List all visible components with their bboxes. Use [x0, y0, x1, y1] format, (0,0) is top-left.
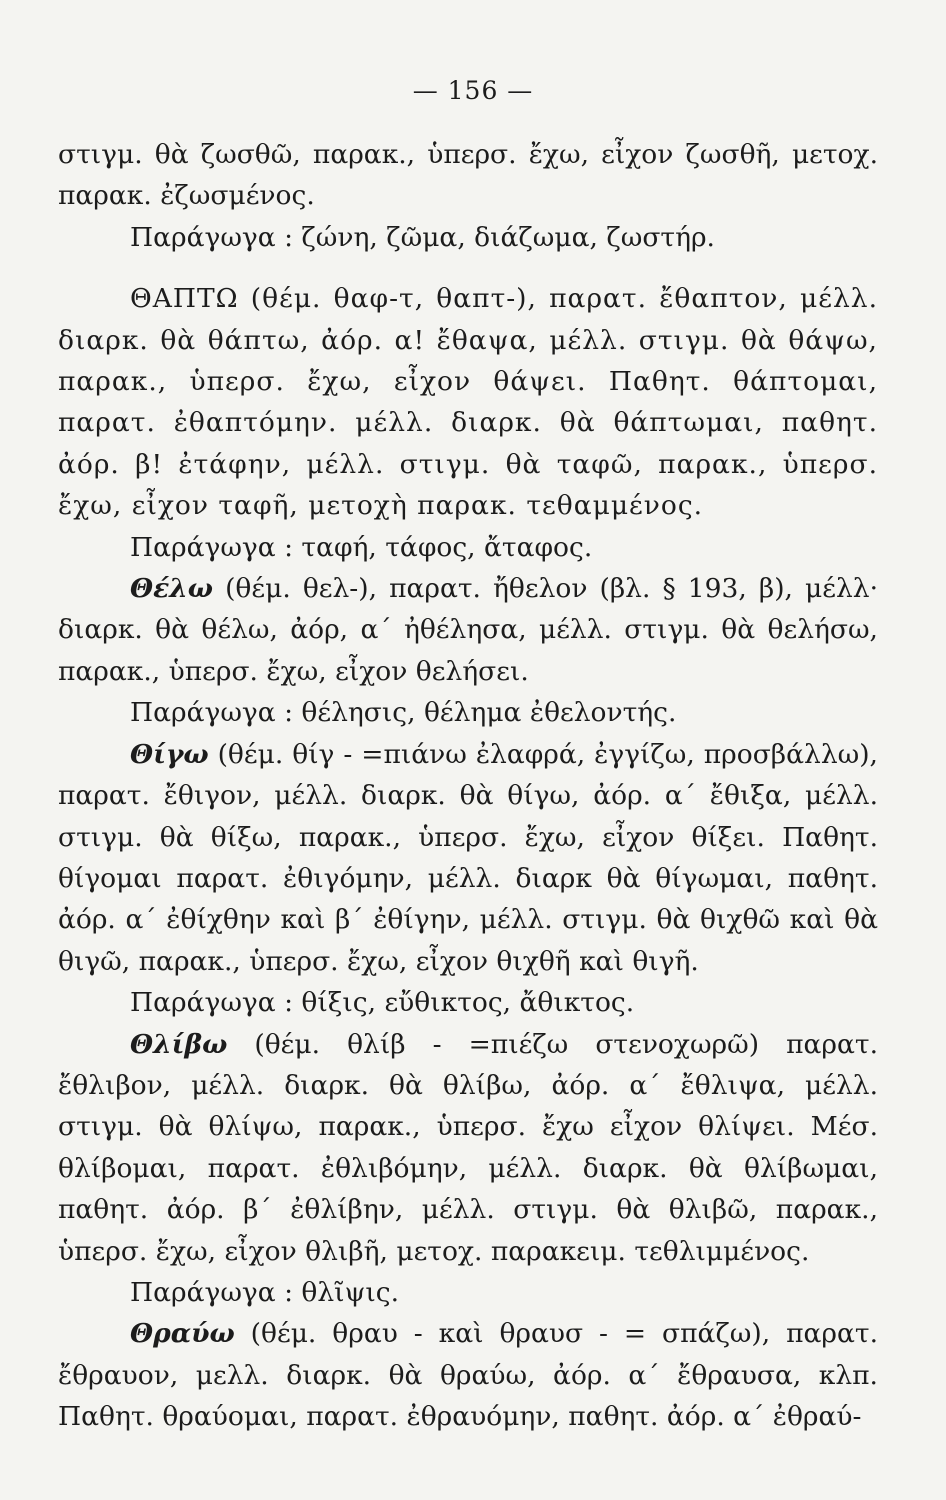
paragraph-derivatives — [58, 692, 878, 733]
lemma-headword: Θραύω — [130, 1318, 235, 1350]
paragraph-text: (θέμ. θίγ - =πιάνω ἐλαφρά, ἐγγίζω, προσβάλλω), παρατ. ἔθιγον, μέλλ. διαρκ. θὰ θίγω, ἀόρ. α΄ ἔθιξα, μέλλ. στιγμ. θὰ θίξω, παρακ., ὑπερσ. ἔχω, εἶχον θίξει. Παθητ. θίγομαι παρατ. ἐθιγόμην, μέλλ. διαρκ θὰ θίγωμαι, παθητ. ἀόρ. α΄ ἐθίχθην καὶ β΄ ἐθίγην, μέλλ. στιγμ. θὰ θιχθῶ καὶ θὰ θιγῶ, παρακ., ὑπερσ. ἔχω, εἶχον θιχθῆ καὶ θιγῆ. — [58, 738, 878, 977]
paragraph-text: Παράγωγα : θίξις, εὔθικτος, ἄθικτος. — [130, 987, 635, 1019]
paragraph-text: στιγμ. θὰ ζωσθῶ, παρακ., ὑπερσ. ἔχω, εἶχον ζωσθῆ, μετοχ. παρακ. ἐζωσμένος. — [58, 139, 878, 212]
paragraph-text: (θέμ. θραυ - καὶ θραυσ - = σπάζω), παρατ. ἔθραυον, μελλ. διαρκ. θὰ θραύω, ἀόρ. α΄ ἔθραυσα, κλπ. Παθητ. θραύομαι, παρατ. ἐθραυόμην, παθητ. ἀόρ. α΄ ἐθραύ- — [58, 1318, 878, 1433]
paragraph-text: Παράγωγα : θέλησις, θέλημα ἐθελοντής. — [130, 697, 677, 729]
paragraph-entry-thravo — [58, 1313, 878, 1437]
paragraph-text: ΘΑΠΤΩ (θέμ. θαφ-τ, θαπτ-), παρατ. ἔθαπτον, μέλλ. διαρκ. θὰ θάπτω, ἀόρ. α! ἔθαψα, μέλλ. στιγμ. θὰ θάψω, παρακ., ὑπερσ. ἔχω, εἶχον θάψει. Παθητ. θάπτομαι, παρατ. ἐθαπτόμην. μέλλ. διαρκ. θὰ θάπτωμαι, παθητ. ἀόρ. β! ἐτάφην, μέλλ. στιγμ. θὰ ταφῶ, παρακ., ὑπερσ. ἔχω, εἶχον ταφῆ, μετοχὴ παρακ. τεθαμμένος. — [58, 283, 878, 522]
paragraph-text: (θέμ. θλίβ - =πιέζω στενοχωρῶ) παρατ. ἔθλιβον, μέλλ. διαρκ. θὰ θλίβω, ἀόρ. α΄ ἔθλιψα, μέλλ. στιγμ. θὰ θλίψω, παρακ., ὑπερσ. ἔχω εἶχον θλίψει. Μέσ. θλίβομαι, παρατ. ἐθλιβόμην, μέλλ. διαρκ. θὰ θλίβωμαι, παθητ. ἀόρ. β΄ ἐθλίβην, μέλλ. στιγμ. θὰ θλιβῶ, παρακ., ὑπερσ. ἔχω, εἶχον θλιβῆ, μετοχ. παρακειμ. τεθλιμμένος. — [58, 1028, 878, 1267]
paragraph-text: Παράγωγα : ζώνη, ζῶμα, διάζωμα, ζωστήρ. — [130, 221, 715, 253]
lemma-headword: Θέλω — [130, 573, 214, 605]
page-number: — 156 — — [412, 76, 534, 105]
paragraph-derivatives — [58, 982, 878, 1023]
paragraph-entry-thlivo — [58, 1024, 878, 1272]
body-text — [58, 134, 878, 1438]
paragraph-entry-thelo — [58, 568, 878, 692]
paragraph-derivatives — [58, 217, 878, 258]
paragraph-text: (θέμ. θελ-), παρατ. ἤθελον (βλ. § 193, β), μέλλ· διαρκ. θὰ θέλω, ἀόρ, α΄ ἠθέλησα, μέλλ. στιγμ. θὰ θελήσω, παρακ., ὑπερσ. ἔχω, εἶχον θελήσει. — [58, 573, 878, 687]
paragraph-text: Παράγωγα : θλῖψις. — [130, 1276, 400, 1308]
paragraph-derivatives — [58, 527, 878, 568]
lemma-headword: Θίγω — [130, 738, 209, 770]
paragraph-entry-thapto — [58, 278, 878, 526]
lemma-headword: Θλίβω — [130, 1028, 228, 1060]
paragraph-entry-thigo — [58, 734, 878, 982]
paragraph-text: Παράγωγα : ταφή, τάφος, ἄταφος. — [130, 531, 593, 563]
paragraph-derivatives — [58, 1272, 878, 1313]
paragraph-continuation — [58, 134, 878, 217]
